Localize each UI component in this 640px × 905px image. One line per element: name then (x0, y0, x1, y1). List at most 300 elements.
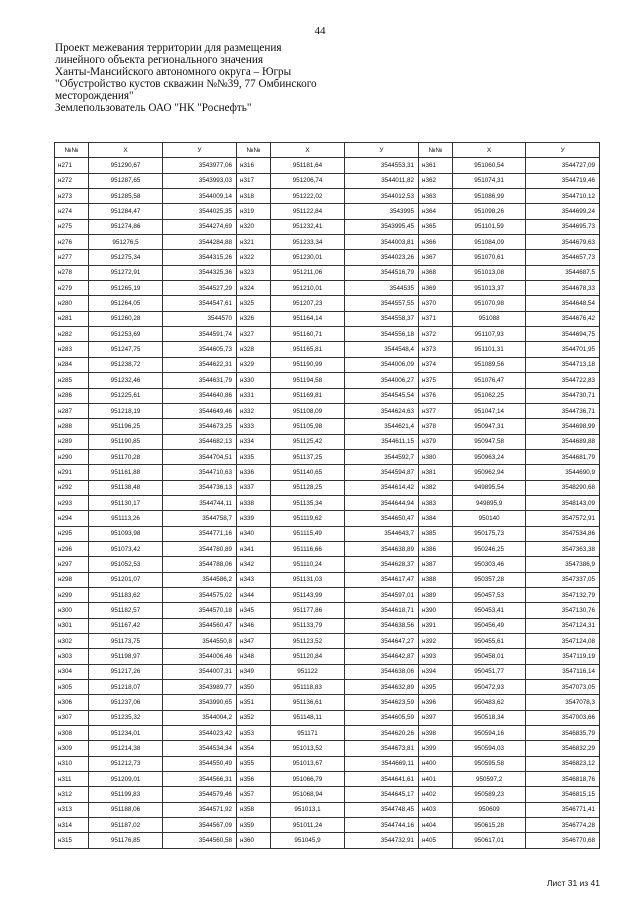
page-number: 44 (314, 25, 326, 37)
x-coordinate: 951101,59 (452, 219, 526, 234)
table-row (55, 756, 237, 771)
table-row (237, 818, 419, 833)
table-row (419, 357, 600, 372)
column-header-y: У (526, 143, 600, 158)
y-coordinate: 3544516,79 (345, 265, 419, 280)
header-line: Проект межевания территории для размещения (55, 42, 282, 54)
point-number: н362 (419, 173, 453, 188)
x-coordinate: 950175,73 (452, 526, 526, 541)
y-coordinate: 3544736,71 (526, 403, 600, 418)
y-coordinate: 3544649,46 (163, 403, 237, 418)
x-coordinate: 951171 (271, 726, 345, 741)
point-number: н305 (55, 680, 89, 695)
y-coordinate: 3547132,79 (526, 587, 600, 602)
x-coordinate: 951130,17 (89, 495, 163, 510)
table-row (237, 664, 419, 679)
coordinates-tables (54, 142, 600, 866)
column-header-x: X (271, 143, 345, 158)
x-coordinate: 951088 (452, 311, 526, 326)
y-coordinate: 3544713,18 (526, 357, 600, 372)
y-coordinate: 3544570,18 (163, 603, 237, 618)
x-coordinate: 951265,19 (89, 281, 163, 296)
x-coordinate: 951123,52 (271, 634, 345, 649)
y-coordinate: 3544567,09 (163, 818, 237, 833)
y-coordinate: 3546771,41 (526, 802, 600, 817)
point-number: н359 (237, 818, 271, 833)
table-row (237, 772, 419, 787)
table-row (419, 204, 600, 219)
point-number: н342 (237, 557, 271, 572)
y-coordinate: 3543990,65 (163, 695, 237, 710)
table-row (419, 726, 600, 741)
point-number: н278 (55, 265, 89, 280)
table-row (55, 419, 237, 434)
point-number: н404 (419, 818, 453, 833)
point-number: н320 (237, 219, 271, 234)
y-coordinate: 3544644,94 (345, 495, 419, 510)
point-number: н339 (237, 511, 271, 526)
table-row (237, 204, 419, 219)
y-coordinate: 3544758,7 (163, 511, 237, 526)
y-coordinate: 3547124,31 (526, 618, 600, 633)
y-coordinate: 3544579,46 (163, 787, 237, 802)
table-row (419, 189, 600, 204)
point-number: н290 (55, 449, 89, 464)
point-number: н298 (55, 572, 89, 587)
point-number: н360 (237, 833, 271, 848)
table-row (55, 465, 237, 480)
table-row (419, 756, 600, 771)
table-row (419, 572, 600, 587)
point-number: н353 (237, 726, 271, 741)
y-coordinate: 3544006,46 (163, 649, 237, 664)
table-row (55, 449, 237, 464)
x-coordinate: 950357,28 (452, 572, 526, 587)
table-row (419, 480, 600, 495)
point-number: н348 (237, 649, 271, 664)
x-coordinate: 951060,54 (452, 158, 526, 173)
table-row (55, 342, 237, 357)
table-row (237, 710, 419, 725)
x-coordinate: 951206,74 (271, 173, 345, 188)
y-coordinate: 3548143,09 (526, 495, 600, 510)
y-coordinate: 3544597,01 (345, 587, 419, 602)
point-number: н309 (55, 741, 89, 756)
y-coordinate: 3544732,91 (345, 833, 419, 848)
table-row (419, 281, 600, 296)
point-number: н321 (237, 235, 271, 250)
x-coordinate: 951089,56 (452, 357, 526, 372)
point-number: н316 (237, 158, 271, 173)
x-coordinate: 951212,73 (89, 756, 163, 771)
x-coordinate: 950947,58 (452, 434, 526, 449)
y-coordinate: 3547116,14 (526, 664, 600, 679)
x-coordinate: 951230,01 (271, 250, 345, 265)
point-number: н337 (237, 480, 271, 495)
table-row (237, 311, 419, 326)
table-row (419, 311, 600, 326)
point-number: н400 (419, 756, 453, 771)
point-number: н364 (419, 204, 453, 219)
y-coordinate: 3544550,49 (163, 756, 237, 771)
column-header-y: У (163, 143, 237, 158)
x-coordinate: 950962,94 (452, 465, 526, 480)
y-coordinate: 3544605,73 (163, 342, 237, 357)
point-number: н357 (237, 787, 271, 802)
table-row (419, 541, 600, 556)
table-row (419, 772, 600, 787)
point-number: н333 (237, 419, 271, 434)
x-coordinate: 951218,07 (89, 680, 163, 695)
point-number: н336 (237, 465, 271, 480)
table-row (237, 833, 419, 848)
x-coordinate: 951101,31 (452, 342, 526, 357)
table-row (419, 680, 600, 695)
y-coordinate: 3543995,45 (345, 219, 419, 234)
y-coordinate: 3544622,31 (163, 357, 237, 372)
y-coordinate: 3544614,42 (345, 480, 419, 495)
point-number: н295 (55, 526, 89, 541)
point-number: н395 (419, 680, 453, 695)
y-coordinate: 3544591,74 (163, 327, 237, 342)
x-coordinate: 949895,54 (452, 480, 526, 495)
table-row (55, 726, 237, 741)
x-coordinate: 951143,99 (271, 587, 345, 602)
y-coordinate: 3547073,05 (526, 680, 600, 695)
x-coordinate: 951264,05 (89, 296, 163, 311)
x-coordinate: 951137,25 (271, 449, 345, 464)
point-number: н373 (419, 342, 453, 357)
table-row (237, 189, 419, 204)
point-number: н326 (237, 311, 271, 326)
x-coordinate: 951108,09 (271, 403, 345, 418)
x-coordinate: 951222,02 (271, 189, 345, 204)
x-coordinate: 950453,41 (452, 603, 526, 618)
point-number: н322 (237, 250, 271, 265)
point-number: н277 (55, 250, 89, 265)
point-number: н338 (237, 495, 271, 510)
y-coordinate: 3544744,16 (345, 818, 419, 833)
table-row (55, 695, 237, 710)
y-coordinate: 3546835,79 (526, 726, 600, 741)
table-row (237, 357, 419, 372)
table-row (237, 526, 419, 541)
table-row (55, 434, 237, 449)
table-row (237, 618, 419, 633)
x-coordinate: 951119,62 (271, 511, 345, 526)
y-coordinate: 3544710,63 (163, 465, 237, 480)
table-row (419, 741, 600, 756)
point-number: н351 (237, 695, 271, 710)
table-row (55, 802, 237, 817)
point-number: н271 (55, 158, 89, 173)
y-coordinate: 3544650,47 (345, 511, 419, 526)
x-coordinate: 951122 (271, 664, 345, 679)
x-coordinate: 951173,75 (89, 634, 163, 649)
column-header-y: У (345, 143, 419, 158)
point-number: н389 (419, 587, 453, 602)
y-coordinate: 3544648,54 (526, 296, 600, 311)
y-coordinate: 3544007,31 (163, 664, 237, 679)
y-coordinate: 3547119,19 (526, 649, 600, 664)
point-number: н308 (55, 726, 89, 741)
point-number: н363 (419, 189, 453, 204)
point-number: н317 (237, 173, 271, 188)
x-coordinate: 951225,61 (89, 388, 163, 403)
table-row (237, 296, 419, 311)
x-coordinate: 950947,31 (452, 419, 526, 434)
y-coordinate: 3544004,2 (163, 710, 237, 725)
table-header-row (237, 143, 419, 158)
x-coordinate: 951125,42 (271, 434, 345, 449)
y-coordinate: 3544736,13 (163, 480, 237, 495)
x-coordinate: 950617,01 (452, 833, 526, 848)
table-row (237, 434, 419, 449)
point-number: н331 (237, 388, 271, 403)
table-row (237, 680, 419, 695)
y-coordinate: 3544673,25 (163, 419, 237, 434)
point-number: н296 (55, 541, 89, 556)
y-coordinate: 3547572,91 (526, 511, 600, 526)
point-number: н284 (55, 357, 89, 372)
x-coordinate: 951011,24 (271, 818, 345, 833)
point-number: н401 (419, 772, 453, 787)
table-row (237, 541, 419, 556)
point-number: н274 (55, 204, 89, 219)
point-number: н392 (419, 634, 453, 649)
table-row (55, 772, 237, 787)
table-row (55, 250, 237, 265)
y-coordinate: 3544638,56 (345, 618, 419, 633)
point-number: н289 (55, 434, 89, 449)
table-row (55, 189, 237, 204)
table-row (419, 802, 600, 817)
x-coordinate: 950451,77 (452, 664, 526, 679)
x-coordinate: 950597,2 (452, 772, 526, 787)
y-coordinate: 3544556,18 (345, 327, 419, 342)
x-coordinate: 951013,08 (452, 265, 526, 280)
x-coordinate: 950518,34 (452, 710, 526, 725)
table-row (419, 634, 600, 649)
table-row (237, 250, 419, 265)
sheet-footer: Лист 31 из 41 (546, 878, 600, 888)
table-row (237, 403, 419, 418)
point-number: н286 (55, 388, 89, 403)
point-number: н340 (237, 526, 271, 541)
table-header-row (55, 143, 237, 158)
table-row (419, 342, 600, 357)
table-row (55, 311, 237, 326)
y-coordinate: 3544611,15 (345, 434, 419, 449)
y-coordinate: 3544023,42 (163, 726, 237, 741)
y-coordinate: 3546818,76 (526, 772, 600, 787)
point-number: н291 (55, 465, 89, 480)
x-coordinate: 951232,46 (89, 373, 163, 388)
y-coordinate: 3544618,71 (345, 603, 419, 618)
table-row (237, 557, 419, 572)
x-coordinate: 951076,47 (452, 373, 526, 388)
point-number: н328 (237, 342, 271, 357)
x-coordinate: 951237,06 (89, 695, 163, 710)
y-coordinate: 3544701,95 (526, 342, 600, 357)
y-coordinate: 3544621,4 (345, 419, 419, 434)
table-row (55, 219, 237, 234)
point-number: н390 (419, 603, 453, 618)
table-row (55, 373, 237, 388)
point-number: н388 (419, 572, 453, 587)
column-header-x: X (89, 143, 163, 158)
x-coordinate: 951013,67 (271, 756, 345, 771)
column-header-x: X (452, 143, 526, 158)
y-coordinate: 3544645,17 (345, 787, 419, 802)
point-number: н381 (419, 465, 453, 480)
point-number: н358 (237, 802, 271, 817)
table-row (55, 710, 237, 725)
x-coordinate: 951272,91 (89, 265, 163, 280)
table-row (55, 787, 237, 802)
point-number: н275 (55, 219, 89, 234)
table-row (419, 465, 600, 480)
x-coordinate: 950457,53 (452, 587, 526, 602)
point-number: н315 (55, 833, 89, 848)
point-number: н386 (419, 541, 453, 556)
point-number: н303 (55, 649, 89, 664)
x-coordinate: 951013,1 (271, 802, 345, 817)
x-coordinate: 951068,94 (271, 787, 345, 802)
table-row (237, 511, 419, 526)
x-coordinate: 951148,11 (271, 710, 345, 725)
table-row (237, 756, 419, 771)
table-row (419, 219, 600, 234)
x-coordinate: 951062,25 (452, 388, 526, 403)
point-number: н281 (55, 311, 89, 326)
table-row (237, 726, 419, 741)
table-row (419, 557, 600, 572)
coordinates-table (54, 142, 237, 849)
table-row (55, 741, 237, 756)
y-coordinate: 3544744,11 (163, 495, 237, 510)
x-coordinate: 950595,58 (452, 756, 526, 771)
point-number: н385 (419, 526, 453, 541)
table-row (55, 495, 237, 510)
point-number: н293 (55, 495, 89, 510)
x-coordinate: 951165,81 (271, 342, 345, 357)
x-coordinate: 951116,66 (271, 541, 345, 556)
y-coordinate: 3544722,83 (526, 373, 600, 388)
table-row (419, 327, 600, 342)
table-row (55, 403, 237, 418)
y-coordinate: 3544642,87 (345, 649, 419, 664)
table-row (55, 526, 237, 541)
x-coordinate: 951207,23 (271, 296, 345, 311)
point-number: н324 (237, 281, 271, 296)
x-coordinate: 951209,01 (89, 772, 163, 787)
table-row (419, 818, 600, 833)
y-coordinate: 3544617,47 (345, 572, 419, 587)
x-coordinate: 951120,84 (271, 649, 345, 664)
y-coordinate: 3544730,71 (526, 388, 600, 403)
y-coordinate: 3544682,13 (163, 434, 237, 449)
point-number: н319 (237, 204, 271, 219)
table-row (419, 511, 600, 526)
table-row (419, 235, 600, 250)
x-coordinate: 951135,34 (271, 495, 345, 510)
y-coordinate: 3544527,29 (163, 281, 237, 296)
y-coordinate: 3544676,42 (526, 311, 600, 326)
table-row (419, 603, 600, 618)
point-number: н283 (55, 342, 89, 357)
x-coordinate: 951182,57 (89, 603, 163, 618)
table-row (419, 710, 600, 725)
x-coordinate: 951238,72 (89, 357, 163, 372)
document-header (55, 42, 355, 114)
point-number: н387 (419, 557, 453, 572)
x-coordinate: 951052,53 (89, 557, 163, 572)
point-number: н330 (237, 373, 271, 388)
table-row (55, 618, 237, 633)
y-coordinate: 3544657,73 (526, 250, 600, 265)
y-coordinate: 3547337,05 (526, 572, 600, 587)
table-row (55, 204, 237, 219)
y-coordinate: 3544698,99 (526, 419, 600, 434)
y-coordinate: 3544669,11 (345, 756, 419, 771)
table-row (55, 603, 237, 618)
coordinates-table (418, 142, 600, 849)
y-coordinate: 3544553,31 (345, 158, 419, 173)
y-coordinate: 3544575,02 (163, 587, 237, 602)
x-coordinate: 951210,01 (271, 281, 345, 296)
x-coordinate: 951093,98 (89, 526, 163, 541)
x-coordinate: 951199,83 (89, 787, 163, 802)
y-coordinate: 3544690,9 (526, 465, 600, 480)
x-coordinate: 951287,65 (89, 173, 163, 188)
x-coordinate: 951167,42 (89, 618, 163, 633)
x-coordinate: 951284,47 (89, 204, 163, 219)
point-number: н343 (237, 572, 271, 587)
point-number: н370 (419, 296, 453, 311)
x-coordinate: 951098,26 (452, 204, 526, 219)
x-coordinate: 951234,01 (89, 726, 163, 741)
table-row (419, 649, 600, 664)
y-coordinate: 3544592,7 (345, 449, 419, 464)
y-coordinate: 3544641,61 (345, 772, 419, 787)
x-coordinate: 951161,88 (89, 465, 163, 480)
y-coordinate: 3546774,28 (526, 818, 600, 833)
y-coordinate: 3544628,37 (345, 557, 419, 572)
y-coordinate: 3544695,73 (526, 219, 600, 234)
point-number: н285 (55, 373, 89, 388)
y-coordinate: 3544643,7 (345, 526, 419, 541)
point-number: н368 (419, 265, 453, 280)
y-coordinate: 3547124,08 (526, 634, 600, 649)
table-row (419, 419, 600, 434)
x-coordinate: 950609 (452, 802, 526, 817)
point-number: н335 (237, 449, 271, 464)
point-number: н345 (237, 603, 271, 618)
point-number: н272 (55, 173, 89, 188)
y-coordinate: 3544545,54 (345, 388, 419, 403)
x-coordinate: 951194,58 (271, 373, 345, 388)
y-coordinate: 3544011,82 (345, 173, 419, 188)
y-coordinate: 3544547,61 (163, 296, 237, 311)
table-row (419, 373, 600, 388)
x-coordinate: 950455,61 (452, 634, 526, 649)
point-number: н279 (55, 281, 89, 296)
table-row (55, 388, 237, 403)
table-row (55, 649, 237, 664)
x-coordinate: 951136,61 (271, 695, 345, 710)
table-row (237, 327, 419, 342)
